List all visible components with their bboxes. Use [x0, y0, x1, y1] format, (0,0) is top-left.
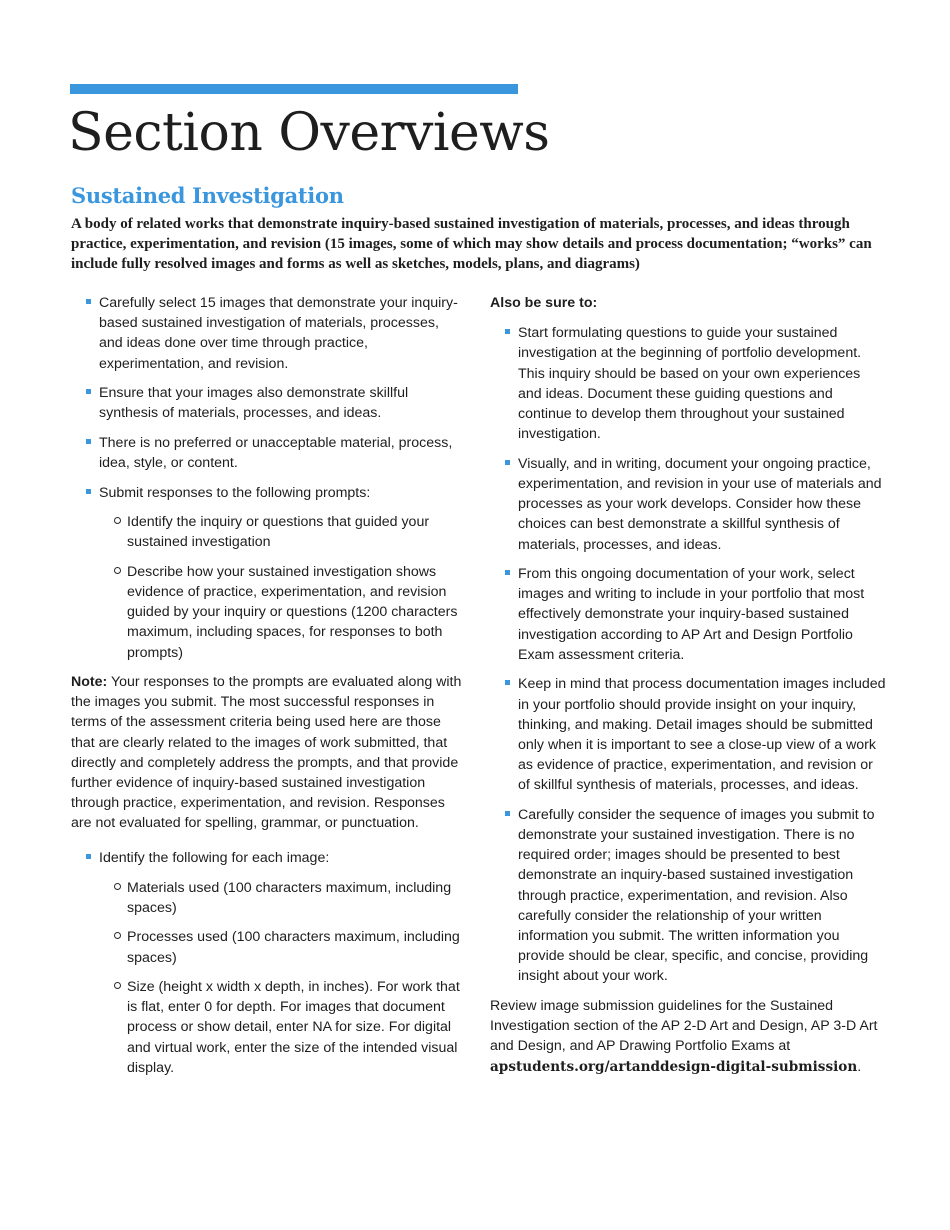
sublist-item: Identify the inquiry or questions that guided your sustained investigation: [99, 512, 465, 552]
list-item: From this ongoing documentation of your work, select images and writing to include in your portfolio that most effectively demonstrate your inquiry-based sustained investigation according to AP Art and Design Portfolio Exam assessment criteria.: [490, 564, 886, 665]
identify-sublist: [99, 878, 465, 1078]
list-item: Start formulating questions to guide your sustained investigation at the beginning of portfolio development. This inquiry should be based on your own experiences and ideas. Document these guiding questions and continue to develop them throughout your sustained investigation.: [490, 323, 886, 444]
review-paragraph: [490, 996, 886, 1077]
sublist-item: Size (height x width x depth, in inches). For work that is flat, enter 0 for depth. For images that document process or show detail, enter NA for size. For digital and virtual work, enter the size of the intended visual display.: [99, 977, 465, 1078]
sublist-item: Materials used (100 characters maximum, including spaces): [99, 878, 465, 918]
section-heading: Sustained Investigation: [71, 183, 344, 208]
requirements-list: [71, 293, 465, 663]
list-item: Visually, and in writing, document your ongoing practice, experimentation, and revision in your use of materials and processes as your work develops. Consider how these choices can best demonstrate a skillful synthesis of materials, processes, and ideas.: [490, 454, 886, 555]
prompts-sublist: [99, 512, 465, 663]
left-column: [71, 293, 465, 1078]
note-label: Note:: [71, 674, 108, 691]
note-text: Your responses to the prompts are evaluated along with the images you submit. The most successful responses in terms of the assessment criteria being used here are those that are clearly related to the images of work submitted, that directly and completely address the prompts, and that provide further evidence of inquiry-based sustained investigation through practice, experimentation, and revision. Responses are not evaluated for spelling, grammar, or punctuation.: [71, 674, 462, 832]
list-item-identify: [71, 848, 465, 1078]
review-end: .: [857, 1058, 862, 1075]
page-title: Section Overviews: [68, 103, 550, 163]
list-item-label: Identify the following for each image:: [99, 850, 330, 867]
section-description: A body of related works that demonstrate inquiry-based sustained investigation of materials, processes, and ideas through practice, experimentation, and revision (15 images, some of which may show details and process documentation; “works” can include fully resolved images and forms as well as sketches, models, plans, and diagrams): [71, 216, 872, 273]
list-item: Carefully select 15 images that demonstrate your inquiry-based sustained investigation of materials, processes, and ideas done over time through practice, experimentation, and revision.: [71, 293, 465, 374]
list-item-prompts: [71, 483, 465, 663]
also-heading: Also be sure to:: [490, 295, 598, 311]
list-item: Keep in mind that process documentation images included in your portfolio should provide insight on your inquiry, thinking, and making. Detail images should be submitted only when it is important to see a close-up view of a work as evidence of practice, experimentation, and revision or of skillful synthesis of materials, processes, and ideas.: [490, 674, 886, 795]
submission-link[interactable]: apstudents.org/artanddesign-digital-submission: [490, 1058, 858, 1075]
note-paragraph: [71, 672, 465, 834]
right-column: [490, 293, 886, 1091]
sublist-item: Describe how your sustained investigation shows evidence of practice, experimentation, and revision guided by your inquiry or questions (1200 characters maximum, including spaces, for responses to both prompts): [99, 562, 465, 663]
title-accent-bar: [70, 84, 518, 94]
review-text: Review image submission guidelines for the Sustained Investigation section of the AP 2-D Art and Design, AP 3-D Art and Design, and AP Drawing Portfolio Exams at: [490, 997, 878, 1055]
also-list: [490, 323, 886, 986]
list-item: Ensure that your images also demonstrate skillful synthesis of materials, processes, and ideas.: [71, 383, 465, 423]
list-item: Carefully consider the sequence of images you submit to demonstrate your sustained investigation. There is no required order; images should be presented to best demonstrate an inquiry-based sustained investigation through practice, experimentation, and revision. Also carefully consider the relationship of your written information you submit. The written information you provide should be clear, specific, and concise, providing insight about your work.: [490, 805, 886, 987]
identify-list: [71, 848, 465, 1078]
list-item-label: Submit responses to the following prompts:: [99, 484, 371, 501]
list-item: There is no preferred or unacceptable material, process, idea, style, or content.: [71, 433, 465, 473]
sublist-item: Processes used (100 characters maximum, including spaces): [99, 927, 465, 967]
